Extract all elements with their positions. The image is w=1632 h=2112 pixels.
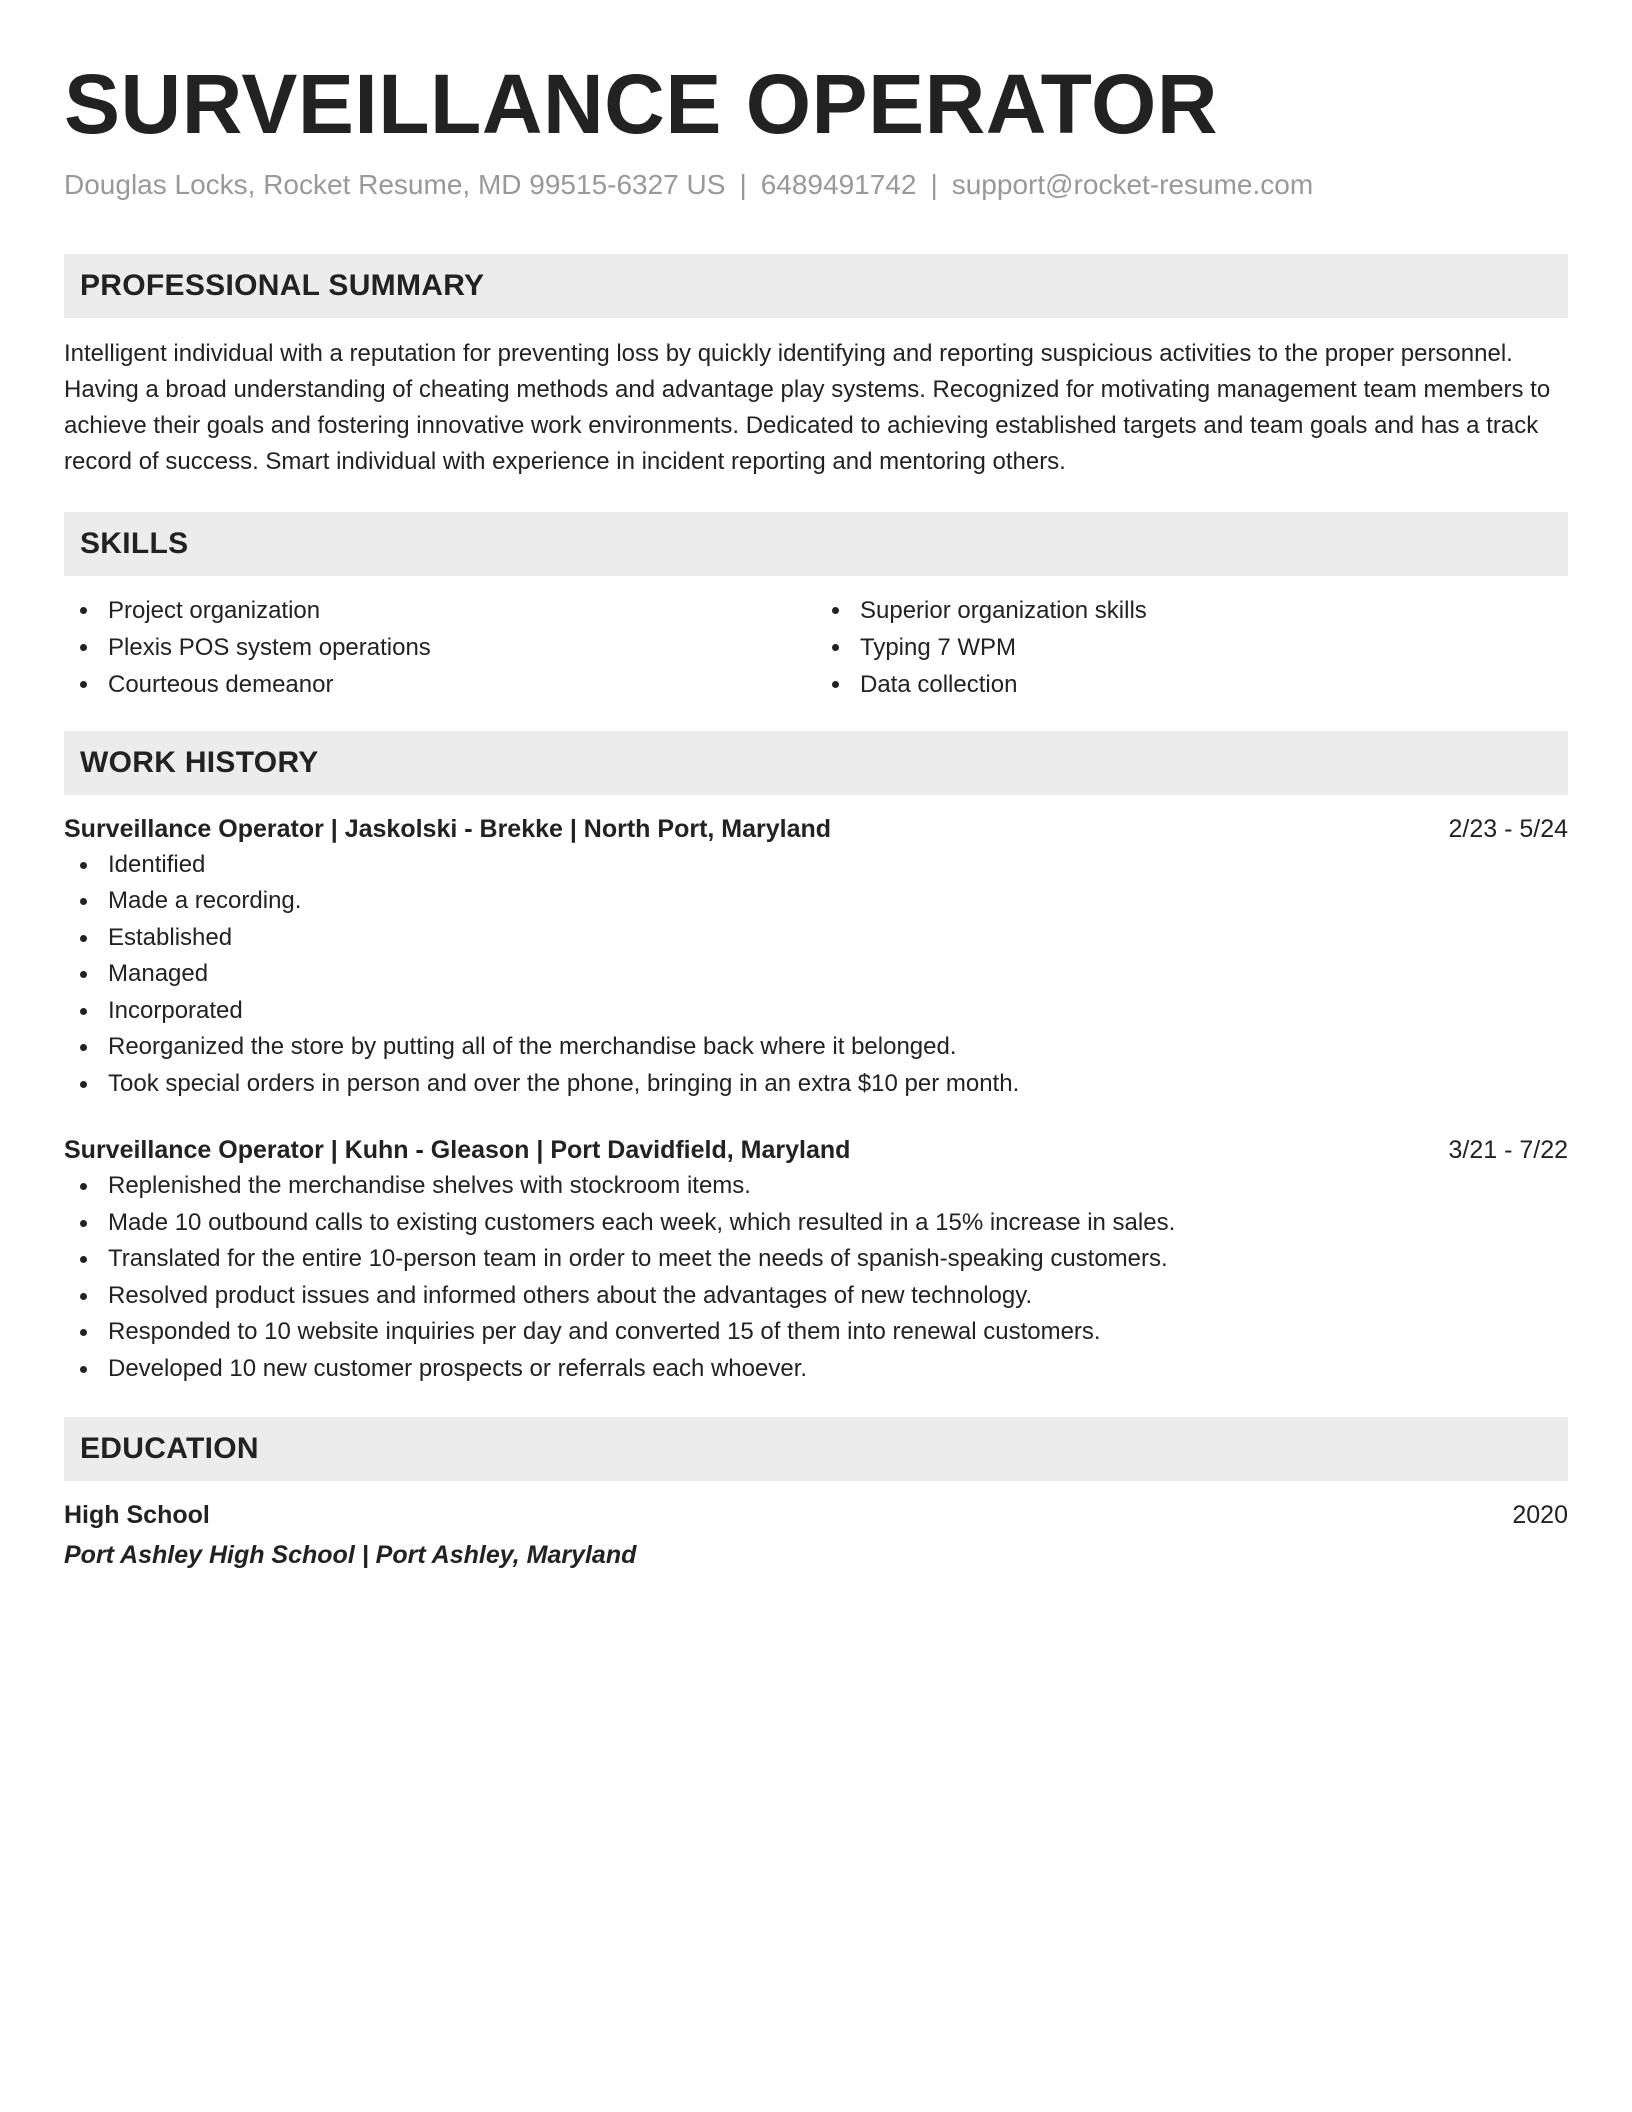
contact-address: Douglas Locks, Rocket Resume, MD 99515-6327 US: [64, 169, 726, 201]
job-bullet: Developed 10 new customer prospects or referrals each whoever.: [64, 1351, 1568, 1388]
job-bullet: Incorporated: [64, 993, 1568, 1030]
job-header: [64, 1132, 1568, 1168]
job-bullets: [64, 1168, 1568, 1387]
contact-line: [64, 168, 1568, 202]
job-bullet: Resolved product issues and informed others about the advantages of new technology.: [64, 1278, 1568, 1315]
skill-item: Plexis POS system operations: [64, 629, 816, 666]
job-bullet: Translated for the entire 10-person team in order to meet the needs of spanish-speaking customers.: [64, 1241, 1568, 1278]
skills-column-right: [816, 592, 1568, 703]
job-bullet: Identified: [64, 847, 1568, 884]
skills-column-left: [64, 592, 816, 703]
contact-separator: |: [739, 169, 747, 201]
job-title: Surveillance Operator | Jaskolski - Brekke | North Port, Maryland: [64, 814, 832, 843]
section-heading-education: EDUCATION: [64, 1417, 1568, 1481]
skill-item: Courteous demeanor: [64, 666, 816, 703]
skill-item: Typing 7 WPM: [816, 629, 1568, 666]
job-bullet: Managed: [64, 956, 1568, 993]
job-title: Surveillance Operator | Kuhn - Gleason | Port Davidfield, Maryland: [64, 1136, 851, 1165]
skill-item: Superior organization skills: [816, 592, 1568, 629]
job-bullets: [64, 847, 1568, 1103]
job-bullet: Replenished the merchandise shelves with stockroom items.: [64, 1168, 1568, 1205]
contact-separator: |: [930, 169, 938, 201]
job-header: [64, 811, 1568, 847]
job-bullet: Made 10 outbound calls to existing customers each week, which resulted in a 15% increase in sales.: [64, 1205, 1568, 1242]
education-header: [64, 1497, 1568, 1533]
education-school: Port Ashley High School | Port Ashley, Maryland: [64, 1541, 637, 1570]
skill-item: Data collection: [816, 666, 1568, 703]
contact-phone: 6489491742: [760, 169, 917, 201]
resume-title: SURVEILLANCE OPERATOR: [64, 57, 1218, 151]
skill-item: Project organization: [64, 592, 816, 629]
job-bullet: Responded to 10 website inquiries per day and converted 15 of them into renewal customers.: [64, 1314, 1568, 1351]
section-heading-skills: SKILLS: [64, 512, 1568, 576]
job-bullet: Established: [64, 920, 1568, 957]
skills-list: [64, 592, 1568, 703]
summary-text: Intelligent individual with a reputation for preventing loss by quickly identifying and reporting suspicious activities to the proper personnel. Having a broad understanding of cheating methods and advantage play systems. Recognized for motivating management team members to achieve their goals and fostering innovative work environments. Dedicated to achieving established targets and team goals and has a track record of success. Smart individual with experience in incident reporting and mentoring others.: [64, 339, 1551, 475]
section-heading-work-history: WORK HISTORY: [64, 731, 1568, 795]
education-degree: High School: [64, 1501, 210, 1530]
job-bullet: Made a recording.: [64, 883, 1568, 920]
section-heading-summary: PROFESSIONAL SUMMARY: [64, 254, 1568, 318]
contact-email: support@rocket-resume.com: [951, 169, 1314, 201]
job-bullet: Reorganized the store by putting all of the merchandise back where it belonged.: [64, 1029, 1568, 1066]
job-bullet: Took special orders in person and over the phone, bringing in an extra $10 per month.: [64, 1066, 1568, 1103]
education-year: 2020: [1512, 1501, 1568, 1530]
job-dates: 3/21 - 7/22: [1448, 1136, 1568, 1165]
job-dates: 2/23 - 5/24: [1448, 814, 1568, 843]
